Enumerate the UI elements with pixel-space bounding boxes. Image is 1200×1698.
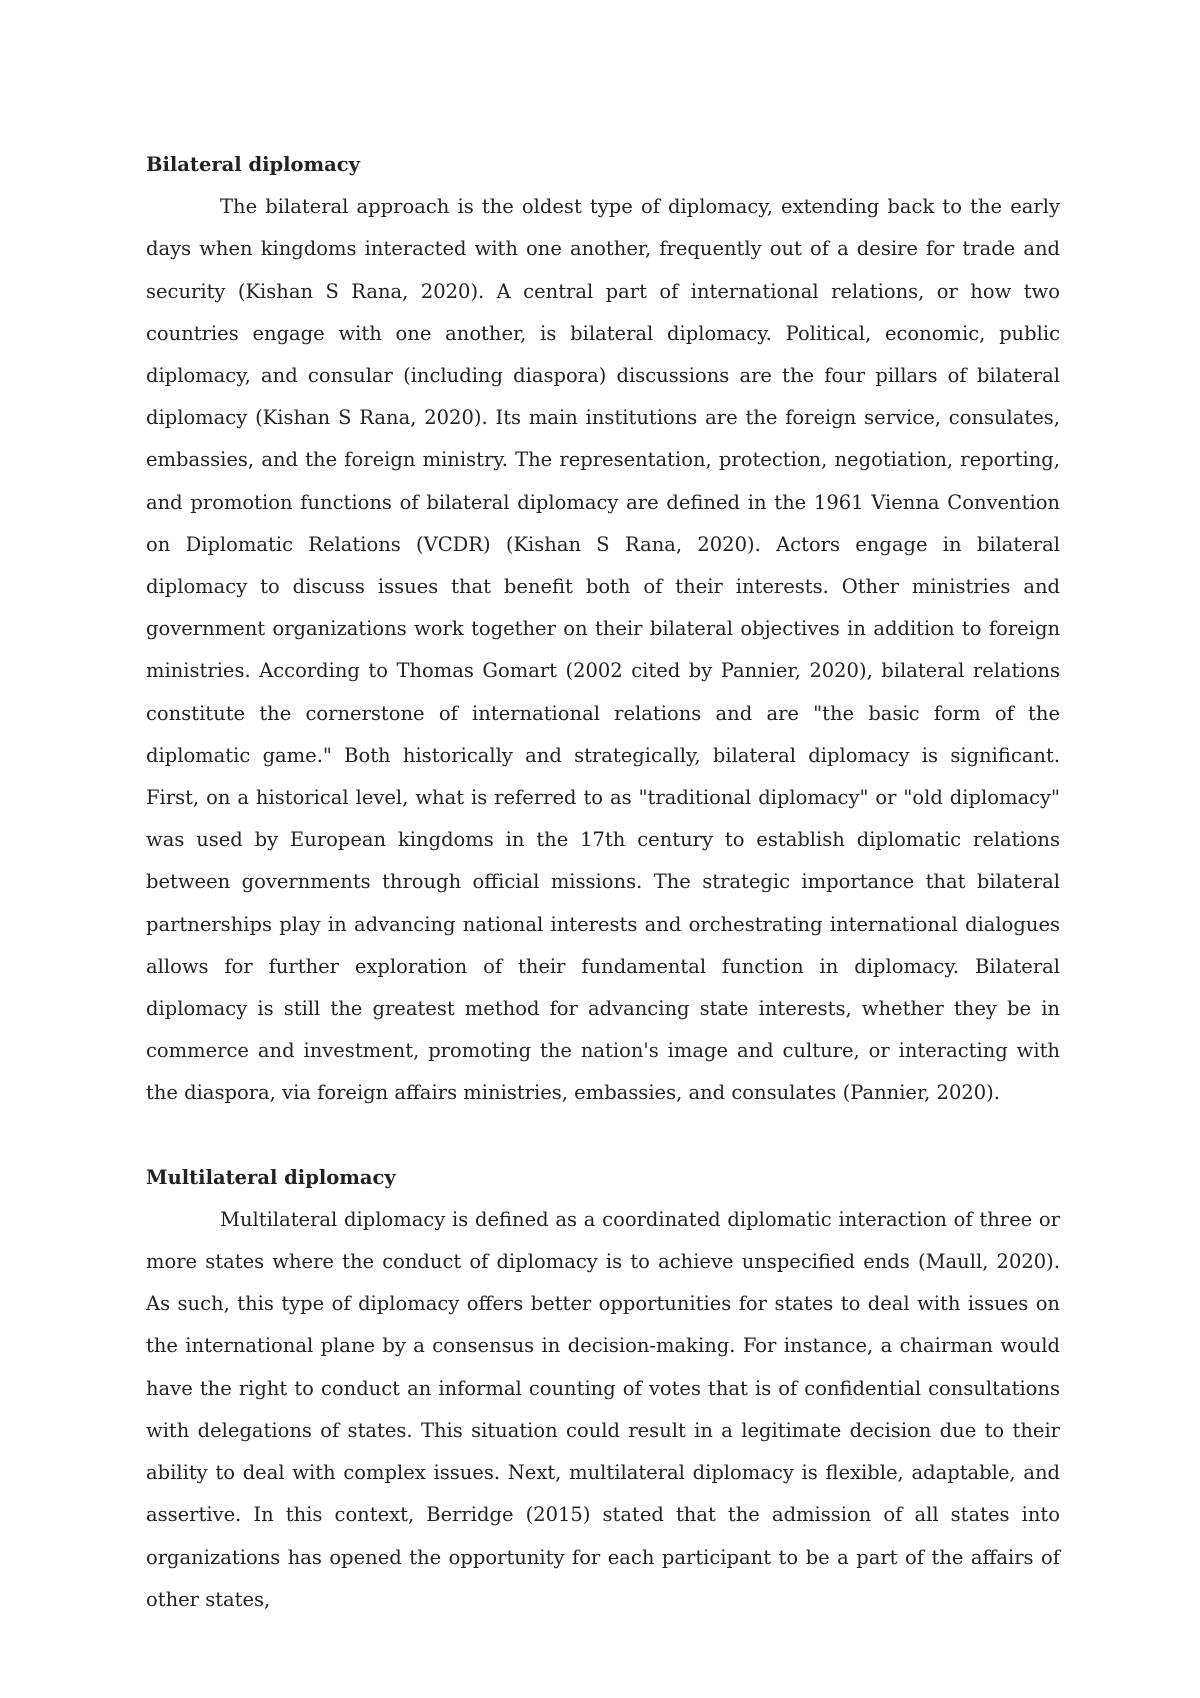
document-body <box>146 144 1060 1621</box>
section-heading-bilateral: Bilateral diplomacy <box>146 153 361 176</box>
section-spacer <box>146 1115 1060 1157</box>
section-paragraph-bilateral: The bilateral approach is the oldest type of diplomacy, extending back to the early days when kingdoms interacted with one another, frequently out of a desire for trade and security (Kishan S Rana, 2020). A central part of international relations, or how two countries engage with one another, is bilateral diplomacy. Political, economic, public diplomacy, and consular (including diaspora) discussions are the four pillars of bilateral diplomacy (Kishan S Rana, 2020). Its main institutions are the foreign service, consulates, embassies, and the foreign ministry. The representation, protection, negotiation, reporting, and promotion functions of bilateral diplomacy are defined in the 1961 Vienna Convention on Diplomatic Relations (VCDR) (Kishan S Rana, 2020). Actors engage in bilateral diplomacy to discuss issues that benefit both of their interests. Other ministries and government organizations work together on their bilateral objectives in addition to foreign ministries. According to Thomas Gomart (2002 cited by Pannier, 2020), bilateral relations constitute the cornerstone of international relations and are "the basic form of the diplomatic game." Both historically and strategically, bilateral diplomacy is significant. First, on a historical level, what is referred to as "traditional diplomacy" or "old diplomacy" was used by European kingdoms in the 17th century to establish diplomatic relations between governments through official missions. The strategic importance that bilateral partnerships play in advancing national interests and orchestrating international dialogues allows for further exploration of their fundamental function in diplomacy. Bilateral diplomacy is still the greatest method for advancing state interests, whether they be in commerce and investment, promoting the nation's image and culture, or interacting with the diaspora, via foreign affairs ministries, embassies, and consulates (Pannier, 2020). <box>146 195 1060 1105</box>
section-paragraph-multilateral: Multilateral diplomacy is defined as a coordinated diplomatic interaction of three or more states where the conduct of diplomacy is to achieve unspecified ends (Maull, 2020). As such, this type of diplomacy offers better opportunities for states to deal with issues on the international plane by a consensus in decision-making. For instance, a chairman would have the right to conduct an informal counting of votes that is of confidential consultations with delegations of states. This situation could result in a legitimate decision due to their ability to deal with complex issues. Next, multilateral diplomacy is flexible, adaptable, and assertive. In this context, Berridge (2015) stated that the admission of all states into organizations has opened the opportunity for each participant to be a part of the affairs of other states, <box>146 1207 1060 1611</box>
section-heading-multilateral: Multilateral diplomacy <box>146 1165 396 1189</box>
